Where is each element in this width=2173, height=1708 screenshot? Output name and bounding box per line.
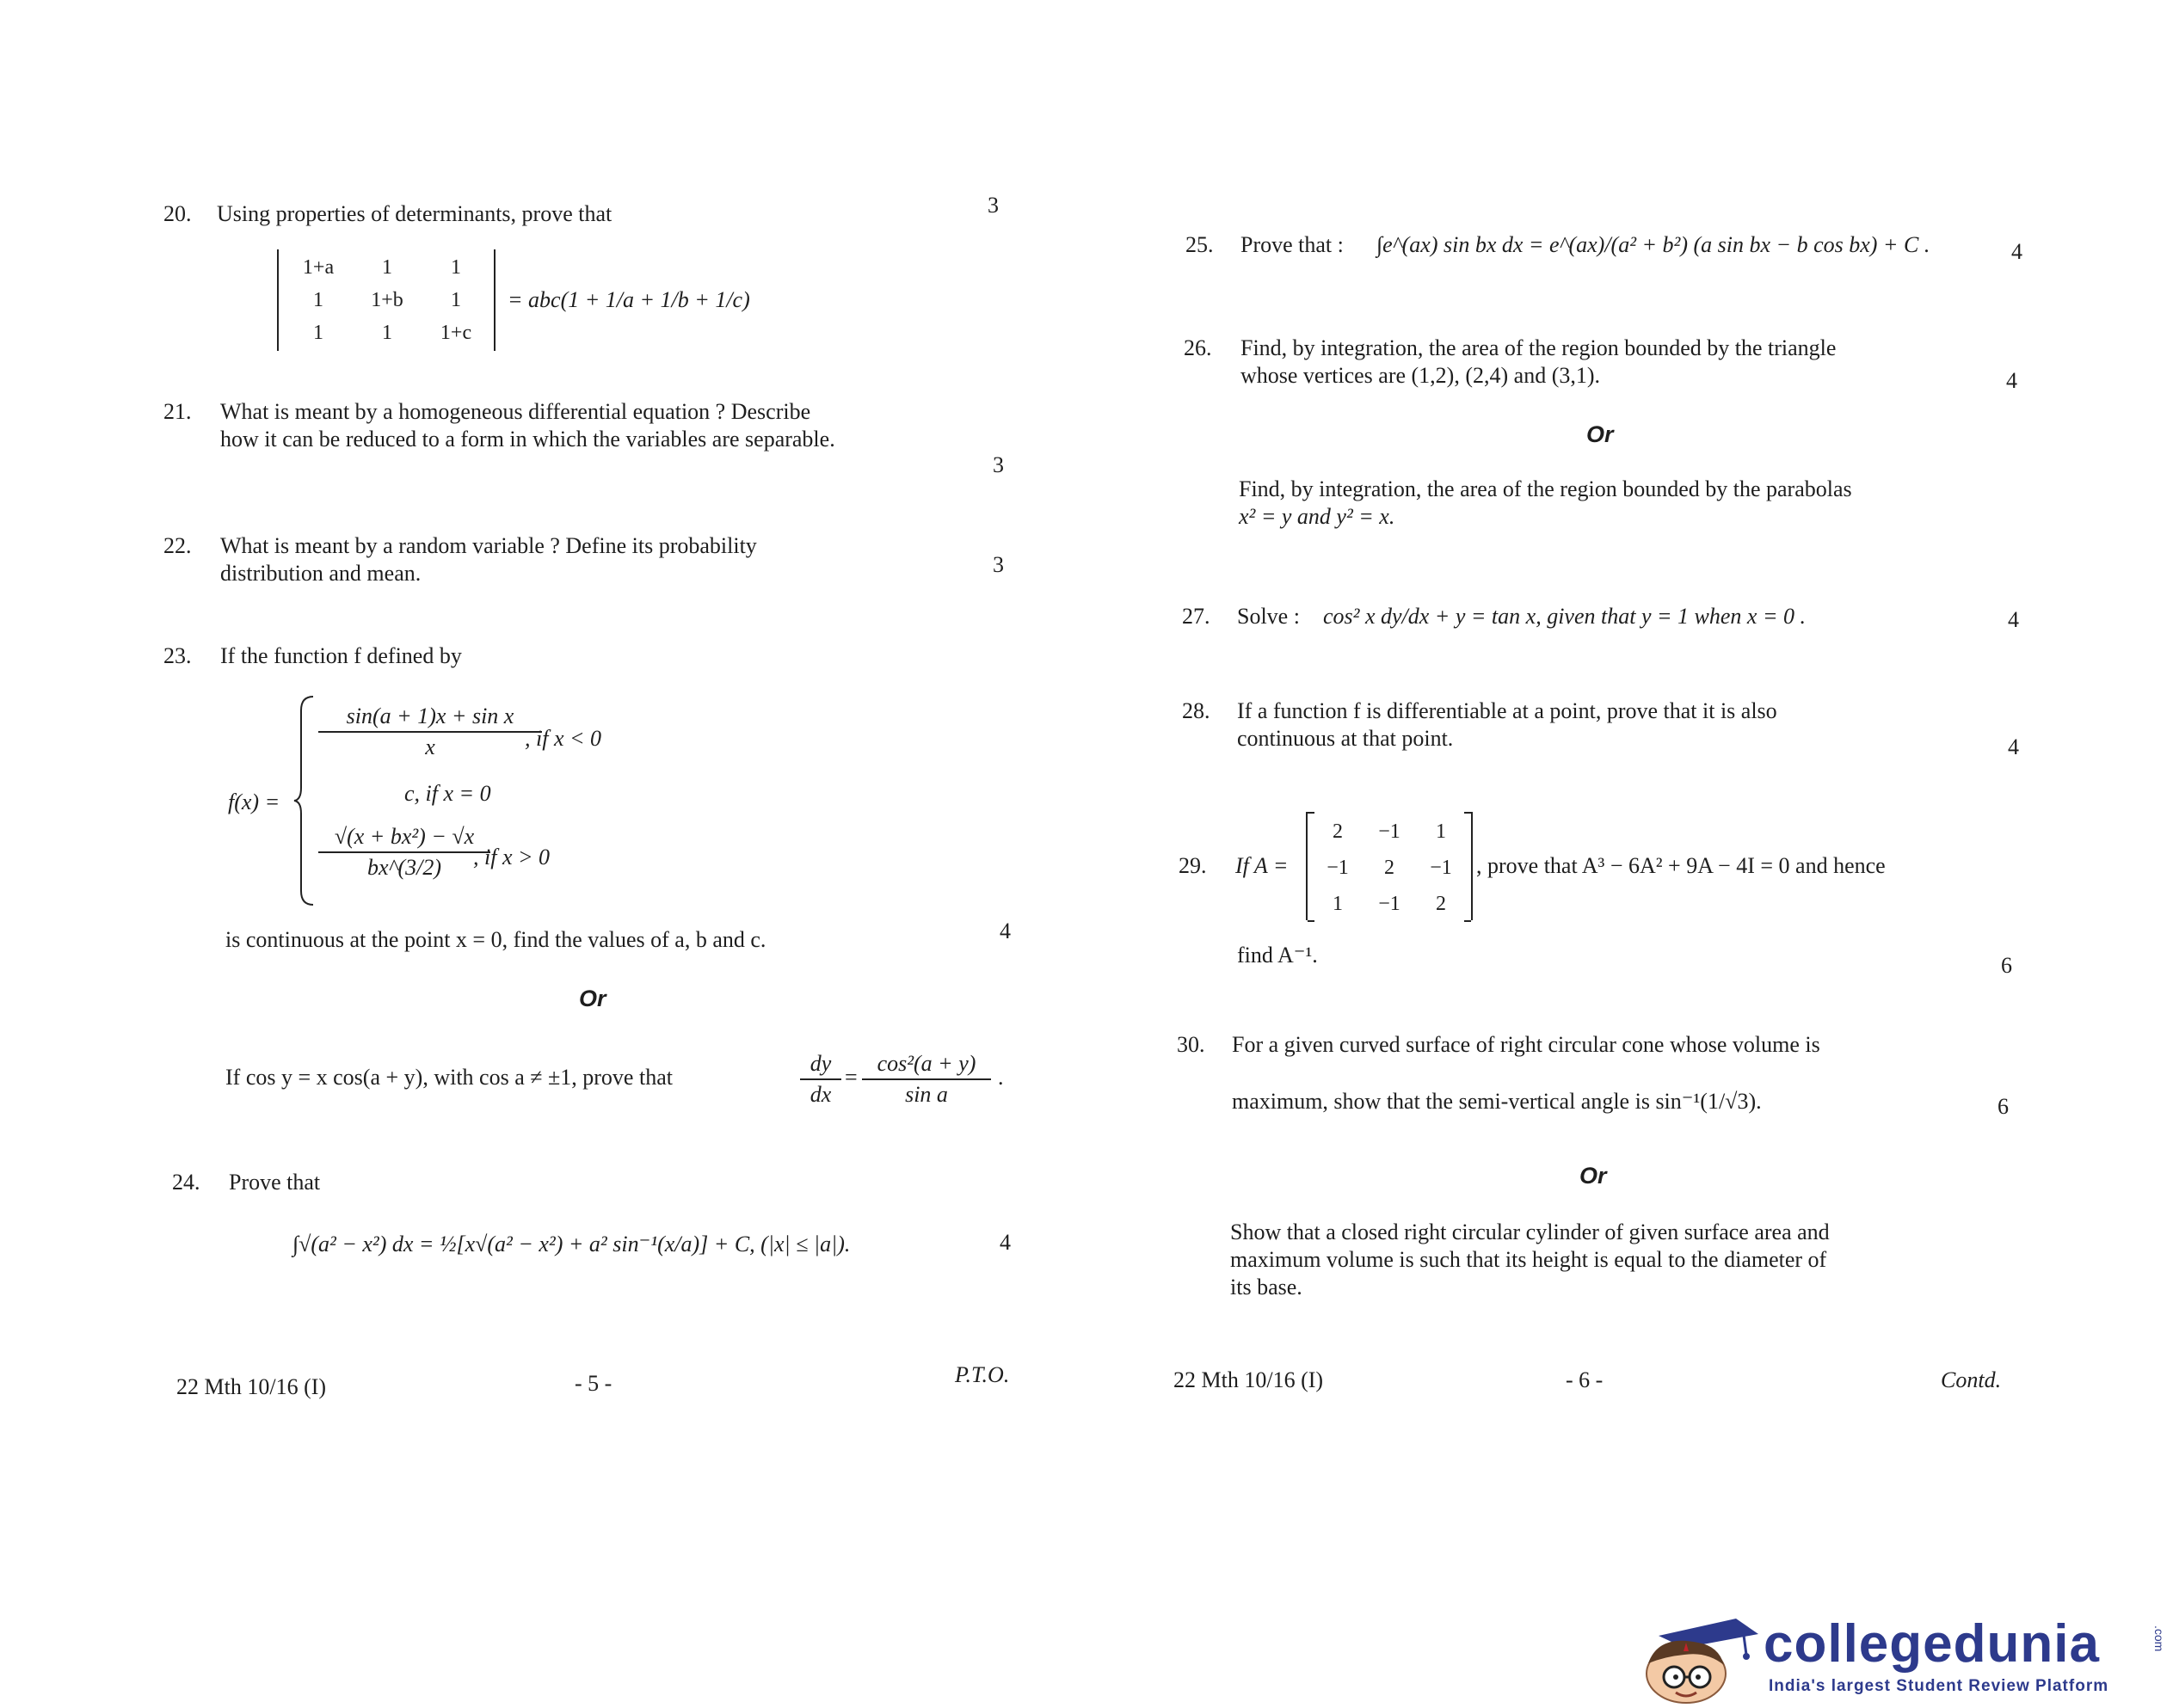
question-28: [1182, 697, 2042, 765]
question-text: Using properties of determinants, prove that: [217, 201, 613, 226]
logo-tagline: India's largest Student Review Platform: [1769, 1677, 2109, 1695]
footer-code: 22 Mth 10/16 (I): [176, 1374, 327, 1399]
alt-question-line: its base.: [1230, 1275, 1302, 1299]
question-26: [1184, 334, 2044, 531]
question-line: maximum, show that the semi-vertical angle is sin⁻¹(1/√3).: [1232, 1089, 1762, 1114]
marks: 6: [1998, 1094, 2009, 1119]
matrix-cell: −1: [1430, 857, 1452, 879]
question-24: [172, 1168, 1032, 1280]
footer-code: 22 Mth 10/16 (I): [1173, 1367, 1324, 1392]
marks: 3: [993, 452, 1004, 477]
marks: 3: [993, 552, 1004, 577]
marks: 3: [988, 193, 999, 218]
matrix-cell: 2: [1384, 857, 1394, 879]
question-number: 22.: [163, 533, 192, 558]
det-cell: 1+c: [440, 322, 472, 344]
question-line: What is meant by a random variable ? Define its probability: [220, 533, 757, 558]
matrix-cell: −1: [1327, 857, 1349, 879]
question-line: continuous at that point.: [1237, 726, 1454, 751]
case3-condition: , if x > 0: [473, 845, 551, 869]
alt-question-line: x² = y and y² = x.: [1239, 504, 1395, 529]
question-number: 20.: [163, 201, 192, 226]
marks: 4: [1000, 919, 1011, 943]
matrix-cell: −1: [1378, 893, 1400, 915]
question-line: whose vertices are (1,2), (2,4) and (3,1).: [1240, 363, 1601, 388]
equation: cos² x dy/dx + y = tan x, given that y = 1 when x = 0 .: [1323, 604, 1806, 629]
det-cell: 1+b: [371, 289, 403, 311]
matrix-cell: 2: [1436, 893, 1446, 915]
or-label: Or: [1586, 421, 1614, 447]
det-cell: 1: [313, 289, 323, 311]
fraction-numerator: cos²(a + y): [862, 1049, 991, 1080]
mascot-icon: [1624, 1617, 1762, 1706]
question-number: 28.: [1182, 698, 1210, 723]
question-number: 23.: [163, 643, 192, 668]
question-number: 25.: [1185, 232, 1214, 257]
marks: 4: [2008, 607, 2019, 632]
question-number: 21.: [163, 399, 192, 424]
marks: 4: [2011, 239, 2022, 264]
footer-page-number: - 6 -: [1566, 1367, 1604, 1392]
question-23: [163, 642, 1024, 1123]
alt-question-line: Show that a closed right circular cylinder of given surface area and: [1230, 1220, 1830, 1244]
question-number: 29.: [1179, 853, 1207, 878]
case1-denominator: x: [425, 734, 435, 759]
case3-numerator: √(x + bx²) − √x: [318, 822, 490, 853]
alt-question-line: Find, by integration, the area of the region bounded by the parabolas: [1239, 476, 1852, 501]
question-20: [163, 193, 1024, 363]
fraction-denominator: dx: [809, 1082, 832, 1107]
integral-formula: ∫e^(ax) sin bx dx = e^(ax)/(a² + b²) (a sin bx − b cos bx) + C .: [1376, 232, 1930, 257]
case1-fraction: [318, 702, 542, 762]
question-text: If the function f defined by: [220, 643, 462, 668]
det-cell: 1: [382, 256, 392, 279]
question-text: Solve :: [1237, 604, 1300, 629]
fraction-numerator: dy: [800, 1049, 841, 1080]
question-line: distribution and mean.: [220, 561, 422, 586]
question-text: , prove that A³ − 6A² + 9A − 4I = 0 and hence: [1476, 853, 1886, 878]
alt-question-text: If cos y = x cos(a + y), with cos a ≠ ±1, prove that: [225, 1065, 673, 1090]
collegedunia-logo: [1617, 1614, 2168, 1703]
marks: 4: [1000, 1230, 1011, 1255]
question-27: [1182, 602, 2042, 654]
determinant: [277, 249, 496, 351]
matrix-cell: 1: [1333, 893, 1343, 915]
det-cell: 1: [382, 322, 392, 344]
logo-wordmark: collegedunia: [1764, 1614, 2100, 1674]
or-label: Or: [1579, 1163, 1607, 1189]
det-cell: 1: [451, 256, 461, 279]
question-line: What is meant by a homogeneous differential equation ? Describe: [220, 399, 811, 424]
fraction-denominator: sin a: [905, 1082, 948, 1107]
question-line: Find, by integration, the area of the region bounded by the triangle: [1240, 335, 1837, 360]
case3-denominator: bx^(3/2): [366, 855, 442, 880]
marks: 4: [2008, 734, 2019, 759]
question-25: [1185, 230, 2046, 282]
det-cell: 1: [313, 322, 323, 344]
question-text: Prove that :: [1240, 232, 1344, 257]
question-21: [163, 397, 1024, 483]
question-text: If A =: [1235, 853, 1289, 878]
question-text: is continuous at the point x = 0, find the values of a, b and c.: [225, 927, 766, 952]
integral-formula: ∫√(a² − x²) dx = ½[x√(a² − x²) + a² sin⁻¹(x/a)] + C, (|x| ≤ |a|).: [292, 1232, 851, 1256]
logo-tld: .com: [2152, 1625, 2166, 1652]
or-label: Or: [579, 986, 606, 1011]
period: .: [998, 1065, 1004, 1090]
question-number: 26.: [1184, 335, 1212, 360]
question-29: [1179, 812, 2039, 984]
case2: c, if x = 0: [404, 781, 491, 806]
question-number: 27.: [1182, 604, 1210, 629]
question-number: 30.: [1177, 1032, 1205, 1057]
question-line: For a given curved surface of right circular cone whose volume is: [1232, 1032, 1820, 1057]
left-brace: [292, 693, 318, 908]
matrix-cell: 2: [1333, 820, 1343, 843]
det-cell: 1: [451, 289, 461, 311]
matrix-A: [1306, 812, 1473, 920]
rhs-fraction: [862, 1049, 991, 1109]
equals-sign: =: [845, 1065, 858, 1090]
question-text: Prove that: [229, 1170, 321, 1195]
question-30: [1177, 1030, 2037, 1306]
question-line: how it can be reduced to a form in which the variables are separable.: [220, 427, 835, 452]
alt-question-line: maximum volume is such that its height is equal to the diameter of: [1230, 1247, 1827, 1272]
question-line: find A⁻¹.: [1237, 943, 1318, 968]
footer-contd: Contd.: [1941, 1367, 2002, 1392]
footer-pto: P.T.O.: [955, 1362, 1010, 1387]
dy-dx-fraction: [800, 1049, 841, 1109]
question-line: If a function f is differentiable at a point, prove that it is also: [1237, 698, 1777, 723]
case1-condition: , if x < 0: [525, 726, 602, 751]
det-cell: 1+a: [302, 256, 335, 279]
determinant-rhs: = abc(1 + 1/a + 1/b + 1/c): [508, 287, 750, 312]
marks: 4: [2006, 368, 2017, 393]
marks: 6: [2001, 953, 2012, 978]
footer-page-number: - 5 -: [575, 1371, 613, 1396]
question-22: [163, 531, 1024, 609]
function-label: f(x) =: [228, 789, 280, 814]
matrix-cell: −1: [1378, 820, 1400, 843]
question-number: 24.: [172, 1170, 200, 1195]
matrix-cell: 1: [1436, 820, 1446, 843]
case1-numerator: sin(a + 1)x + sin x: [318, 702, 542, 733]
case3-fraction: [318, 822, 490, 882]
